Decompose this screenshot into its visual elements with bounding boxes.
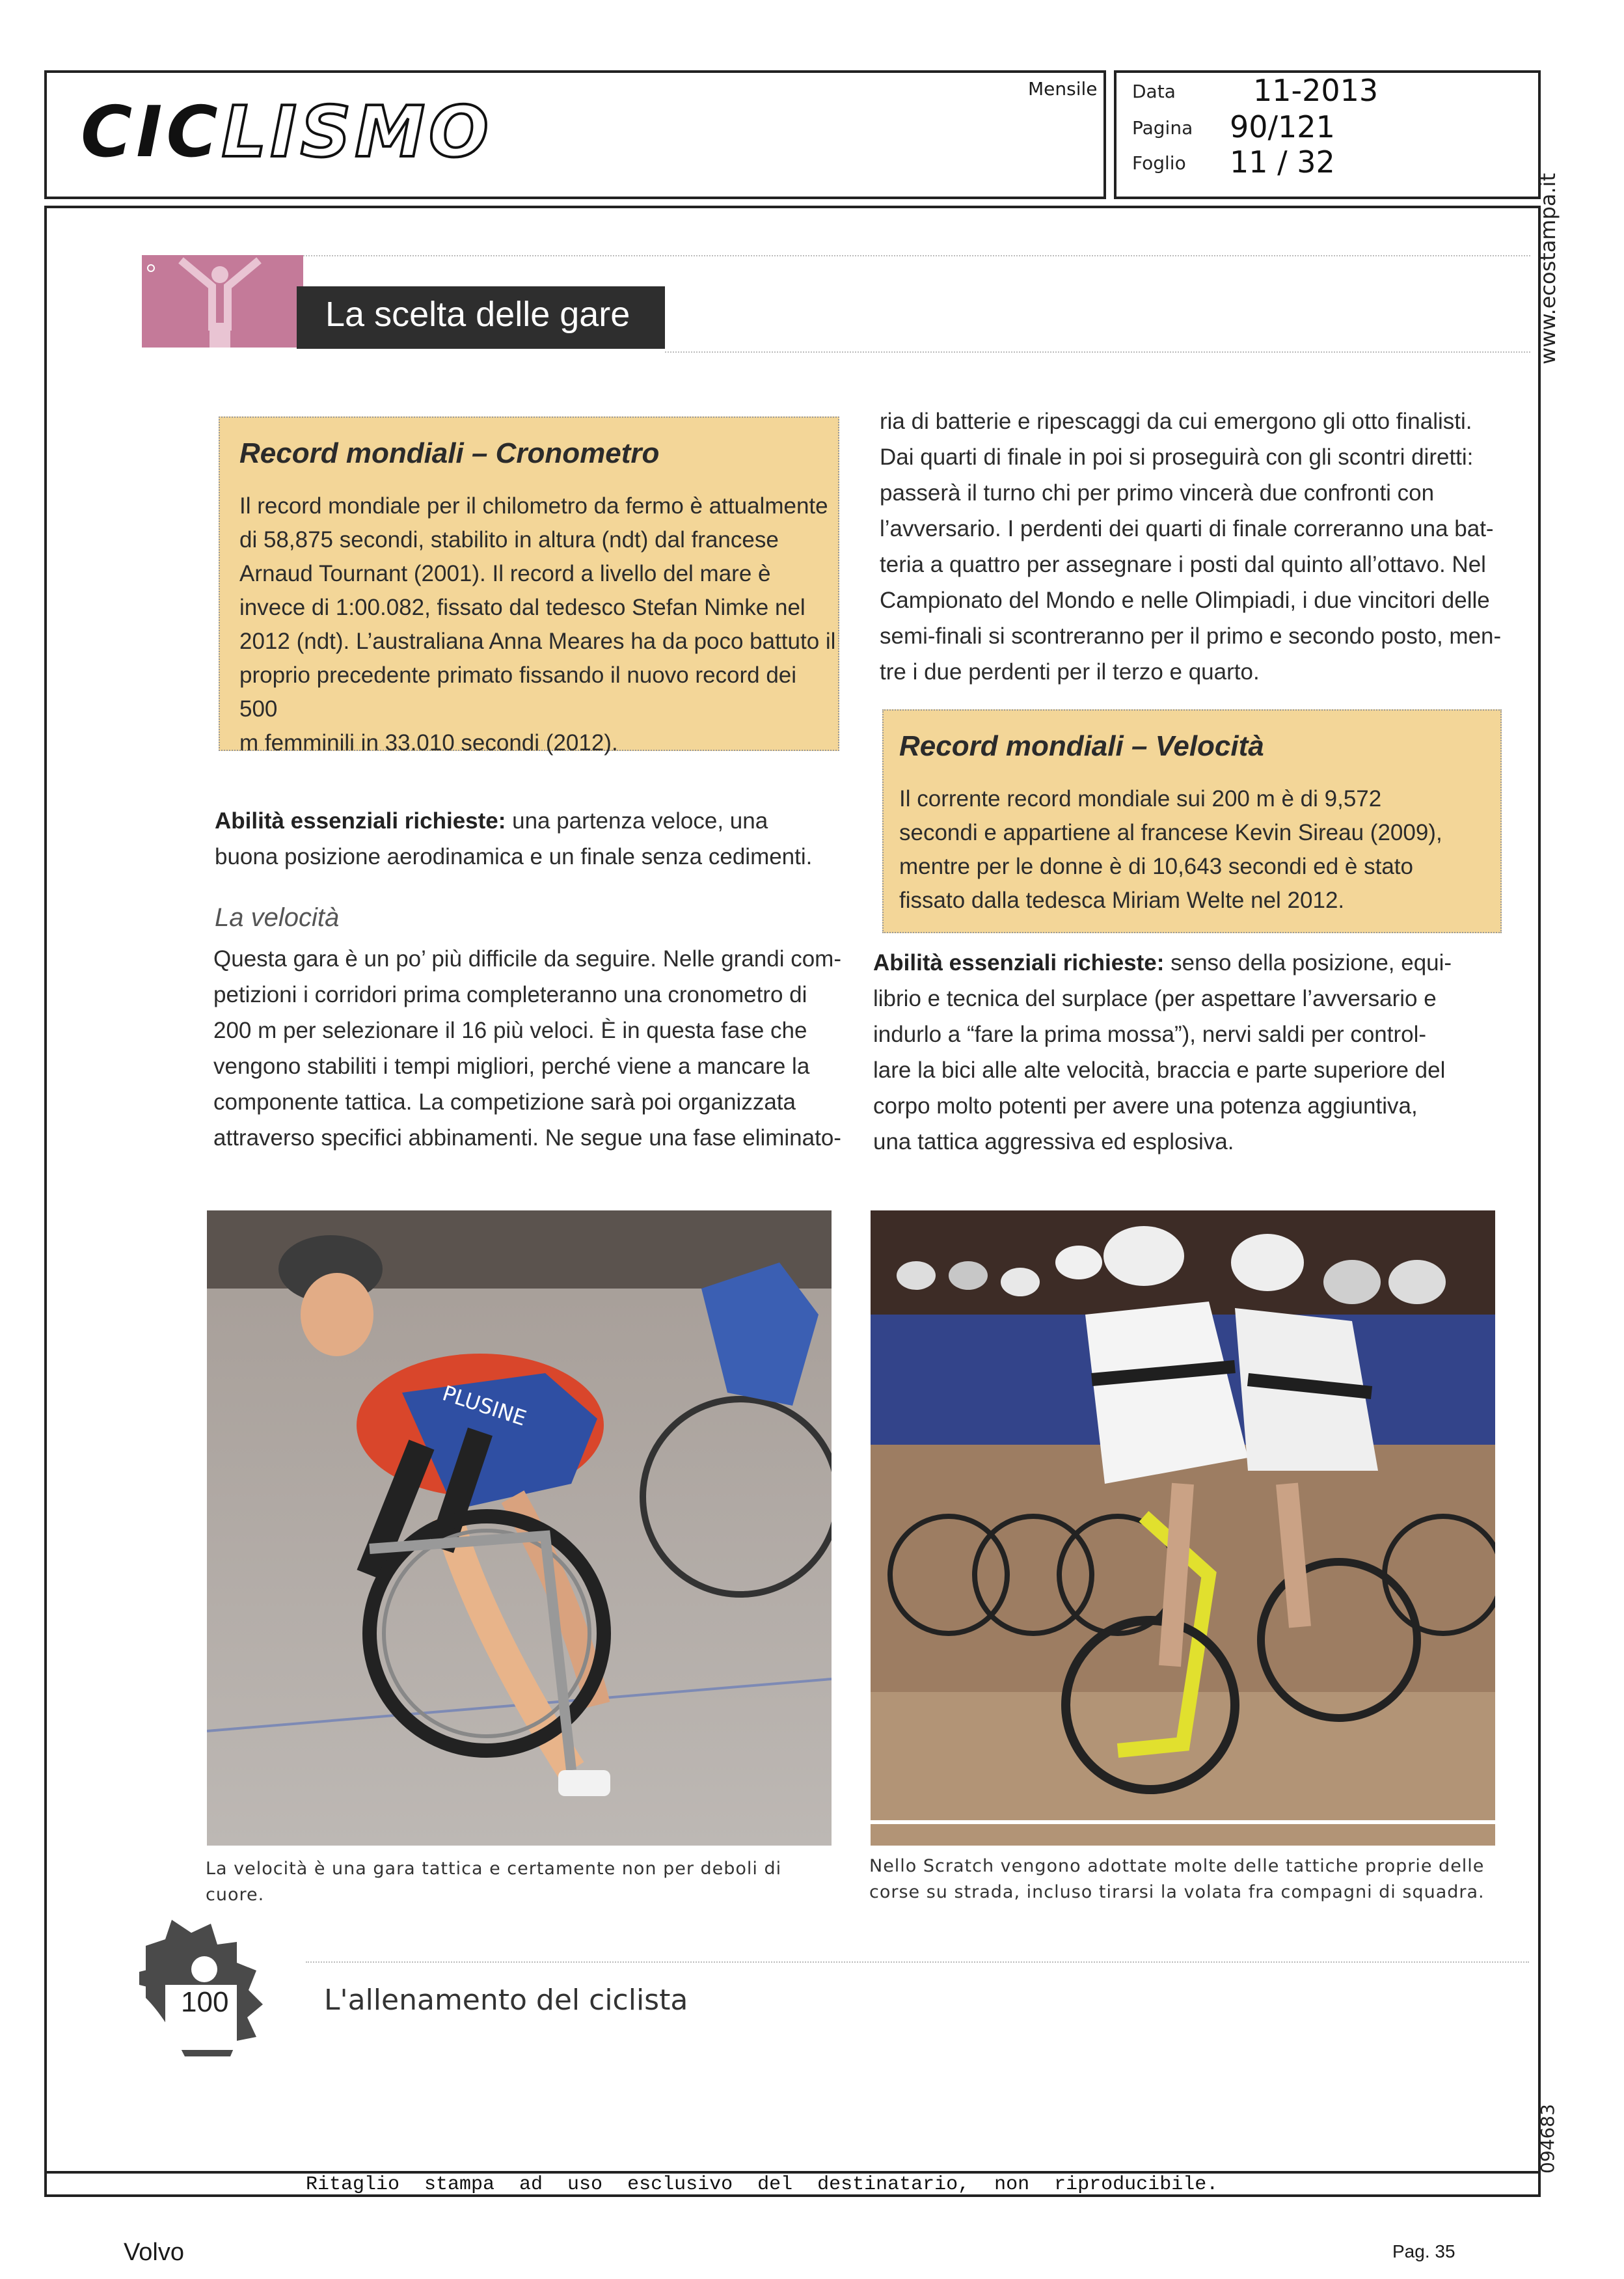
- body-line: Dai quarti di finale in poi si proseguirà con gli scontri diretti:: [880, 444, 1474, 470]
- body-line: attraverso specifici abbinamenti. Ne segue una fase eliminato-: [213, 1125, 841, 1151]
- abilita-text: una partenza veloce, una: [506, 808, 768, 834]
- body-line: 200 m per selezionare il 16 più veloci. È in questa fase che: [213, 1018, 807, 1043]
- clip-notice: Ritaglio stampa ad uso esclusivo del destinatario, non riproducibile.: [306, 2174, 1219, 2196]
- cyclist-silhouette-icon: [142, 255, 303, 348]
- abilita-label: Abilità essenziali richieste:: [215, 808, 506, 834]
- body-line: semi-finali si scontreranno per il primo e secondo posto, men-: [880, 623, 1502, 649]
- body-line: componente tattica. La competizione sarà poi organizzata: [213, 1089, 796, 1115]
- caption-line: cuore.: [206, 1885, 265, 1905]
- right-abilita: [873, 945, 1511, 1160]
- box-line: secondi e appartiene al francese Kevin Sireau (2009),: [899, 820, 1442, 845]
- side-url: www.ecostampa.it: [1536, 172, 1560, 364]
- abilita-text: indurlo a “fare la prima mossa”), nervi saldi per control-: [873, 1022, 1427, 1047]
- abilita-text: senso della posizione, equi-: [1164, 950, 1452, 976]
- meta-value-sheet: 11 / 32: [1230, 144, 1335, 180]
- box-title: Record mondiali – Velocità: [899, 730, 1264, 762]
- body-line: ria di batterie e ripescaggi da cui emergono gli otto finalisti.: [880, 409, 1472, 434]
- side-code: 094683: [1537, 2104, 1558, 2174]
- caption-line: corse su strada, incluso tirarsi la volata fra compagni di squadra.: [869, 1882, 1485, 1902]
- jersey-text: PLUSINE: [439, 1380, 530, 1431]
- section-thumbnail: [142, 255, 303, 348]
- section-rule: [665, 351, 1530, 353]
- abilita-text: librio e tecnica del surplace (per aspettare l’avversario e: [873, 986, 1437, 1011]
- meta-label: Pagina: [1132, 117, 1193, 139]
- box-line: 2012 (ndt). L’australiana Anna Meares ha da poco battuto il: [239, 629, 836, 654]
- body-line: passerà il turno chi per primo vincerà due confronti con: [880, 480, 1435, 506]
- box-line: di 58,875 secondi, stabilito in altura (ndt) dal francese: [239, 527, 779, 553]
- body-line: petizioni i corridori prima completeranno una cronometro di: [213, 982, 807, 1007]
- subhead-velocita: La velocità: [215, 903, 340, 932]
- right-body-text: [880, 403, 1504, 690]
- box-line: proprio precedente primato fissando il nuovo record dei 500: [239, 662, 797, 722]
- page-number: 100: [181, 1986, 229, 2018]
- box-line: Il record mondiale per il chilometro da fermo è attualmente: [239, 493, 828, 519]
- frequency-label: Mensile: [1028, 78, 1098, 100]
- body-line: Questa gara è un po’ più difficile da seguire. Nelle grandi com-: [213, 946, 841, 972]
- photo-caption-left: [206, 1856, 781, 1908]
- caption-line: Nello Scratch vengono adottate molte delle tattiche proprie delle: [869, 1856, 1485, 1876]
- caption-line: La velocità è una gara tattica e certamente non per deboli di: [206, 1859, 782, 1879]
- section-rule-top: [303, 255, 1530, 256]
- box-title: Record mondiali – Cronometro: [239, 437, 660, 469]
- body-line: l’avversario. I perdenti dei quarti di finale correranno una bat-: [880, 516, 1494, 541]
- record-box-velocita: [882, 709, 1502, 933]
- meta-value-page: 90/121: [1230, 109, 1335, 144]
- meta-value-date: 11-2013: [1253, 73, 1379, 108]
- body-line: tre i due perdenti per il terzo e quarto.: [880, 659, 1260, 685]
- photo-scratch-race: [871, 1210, 1495, 1846]
- box-line: fissato dalla tedesca Miriam Welte nel 2012.: [899, 888, 1345, 913]
- footer-rule: [306, 1961, 1529, 1963]
- abilita-text: buona posizione aerodinamica e un finale senza cedimenti.: [215, 844, 813, 869]
- left-body-text: [213, 941, 845, 1156]
- box-line: Il corrente record mondiale sui 200 m è di 9,572: [899, 786, 1382, 812]
- left-abilita: [215, 803, 839, 875]
- abilita-text: una tattica aggressiva ed esplosiva.: [873, 1129, 1234, 1154]
- box-line: Arnaud Tournant (2001). Il record a livello del mare è: [239, 561, 771, 586]
- chapter-title: L'allenamento del ciclista: [324, 1984, 688, 2017]
- box-line: m femminili in 33.010 secondi (2012).: [239, 730, 618, 756]
- abilita-text: corpo molto potenti per avere una potenza aggiuntiva,: [873, 1093, 1418, 1119]
- client-name: Volvo: [124, 2239, 184, 2266]
- page-indicator: Pag. 35: [1392, 2241, 1455, 2261]
- body-line: vengono stabiliti i tempi migliori, perché viene a mancare la: [213, 1054, 810, 1079]
- meta-label: Data: [1132, 81, 1176, 102]
- body-line: Campionato del Mondo e nelle Olimpiadi, i due vincitori delle: [880, 588, 1490, 613]
- record-box-cronometro: [219, 416, 839, 756]
- box-line: mentre per le donne è di 10,643 secondi ed è stato: [899, 854, 1413, 879]
- magazine-logo: CICLISMO: [81, 92, 493, 173]
- photo-sprinter: [207, 1210, 832, 1846]
- box-line: invece di 1:00.082, fissato dal tedesco Stefan Nimke nel: [239, 595, 805, 620]
- abilita-label: Abilità essenziali richieste:: [873, 950, 1165, 976]
- meta-label: Foglio: [1132, 152, 1186, 174]
- section-title: La scelta delle gare: [325, 295, 630, 334]
- photo-caption-right: [869, 1853, 1485, 1905]
- abilita-text: lare la bici alle alte velocità, braccia e parte superiore del: [873, 1058, 1446, 1083]
- body-line: teria a quattro per assegnare i posti dal quinto all’ottavo. Nel: [880, 552, 1486, 577]
